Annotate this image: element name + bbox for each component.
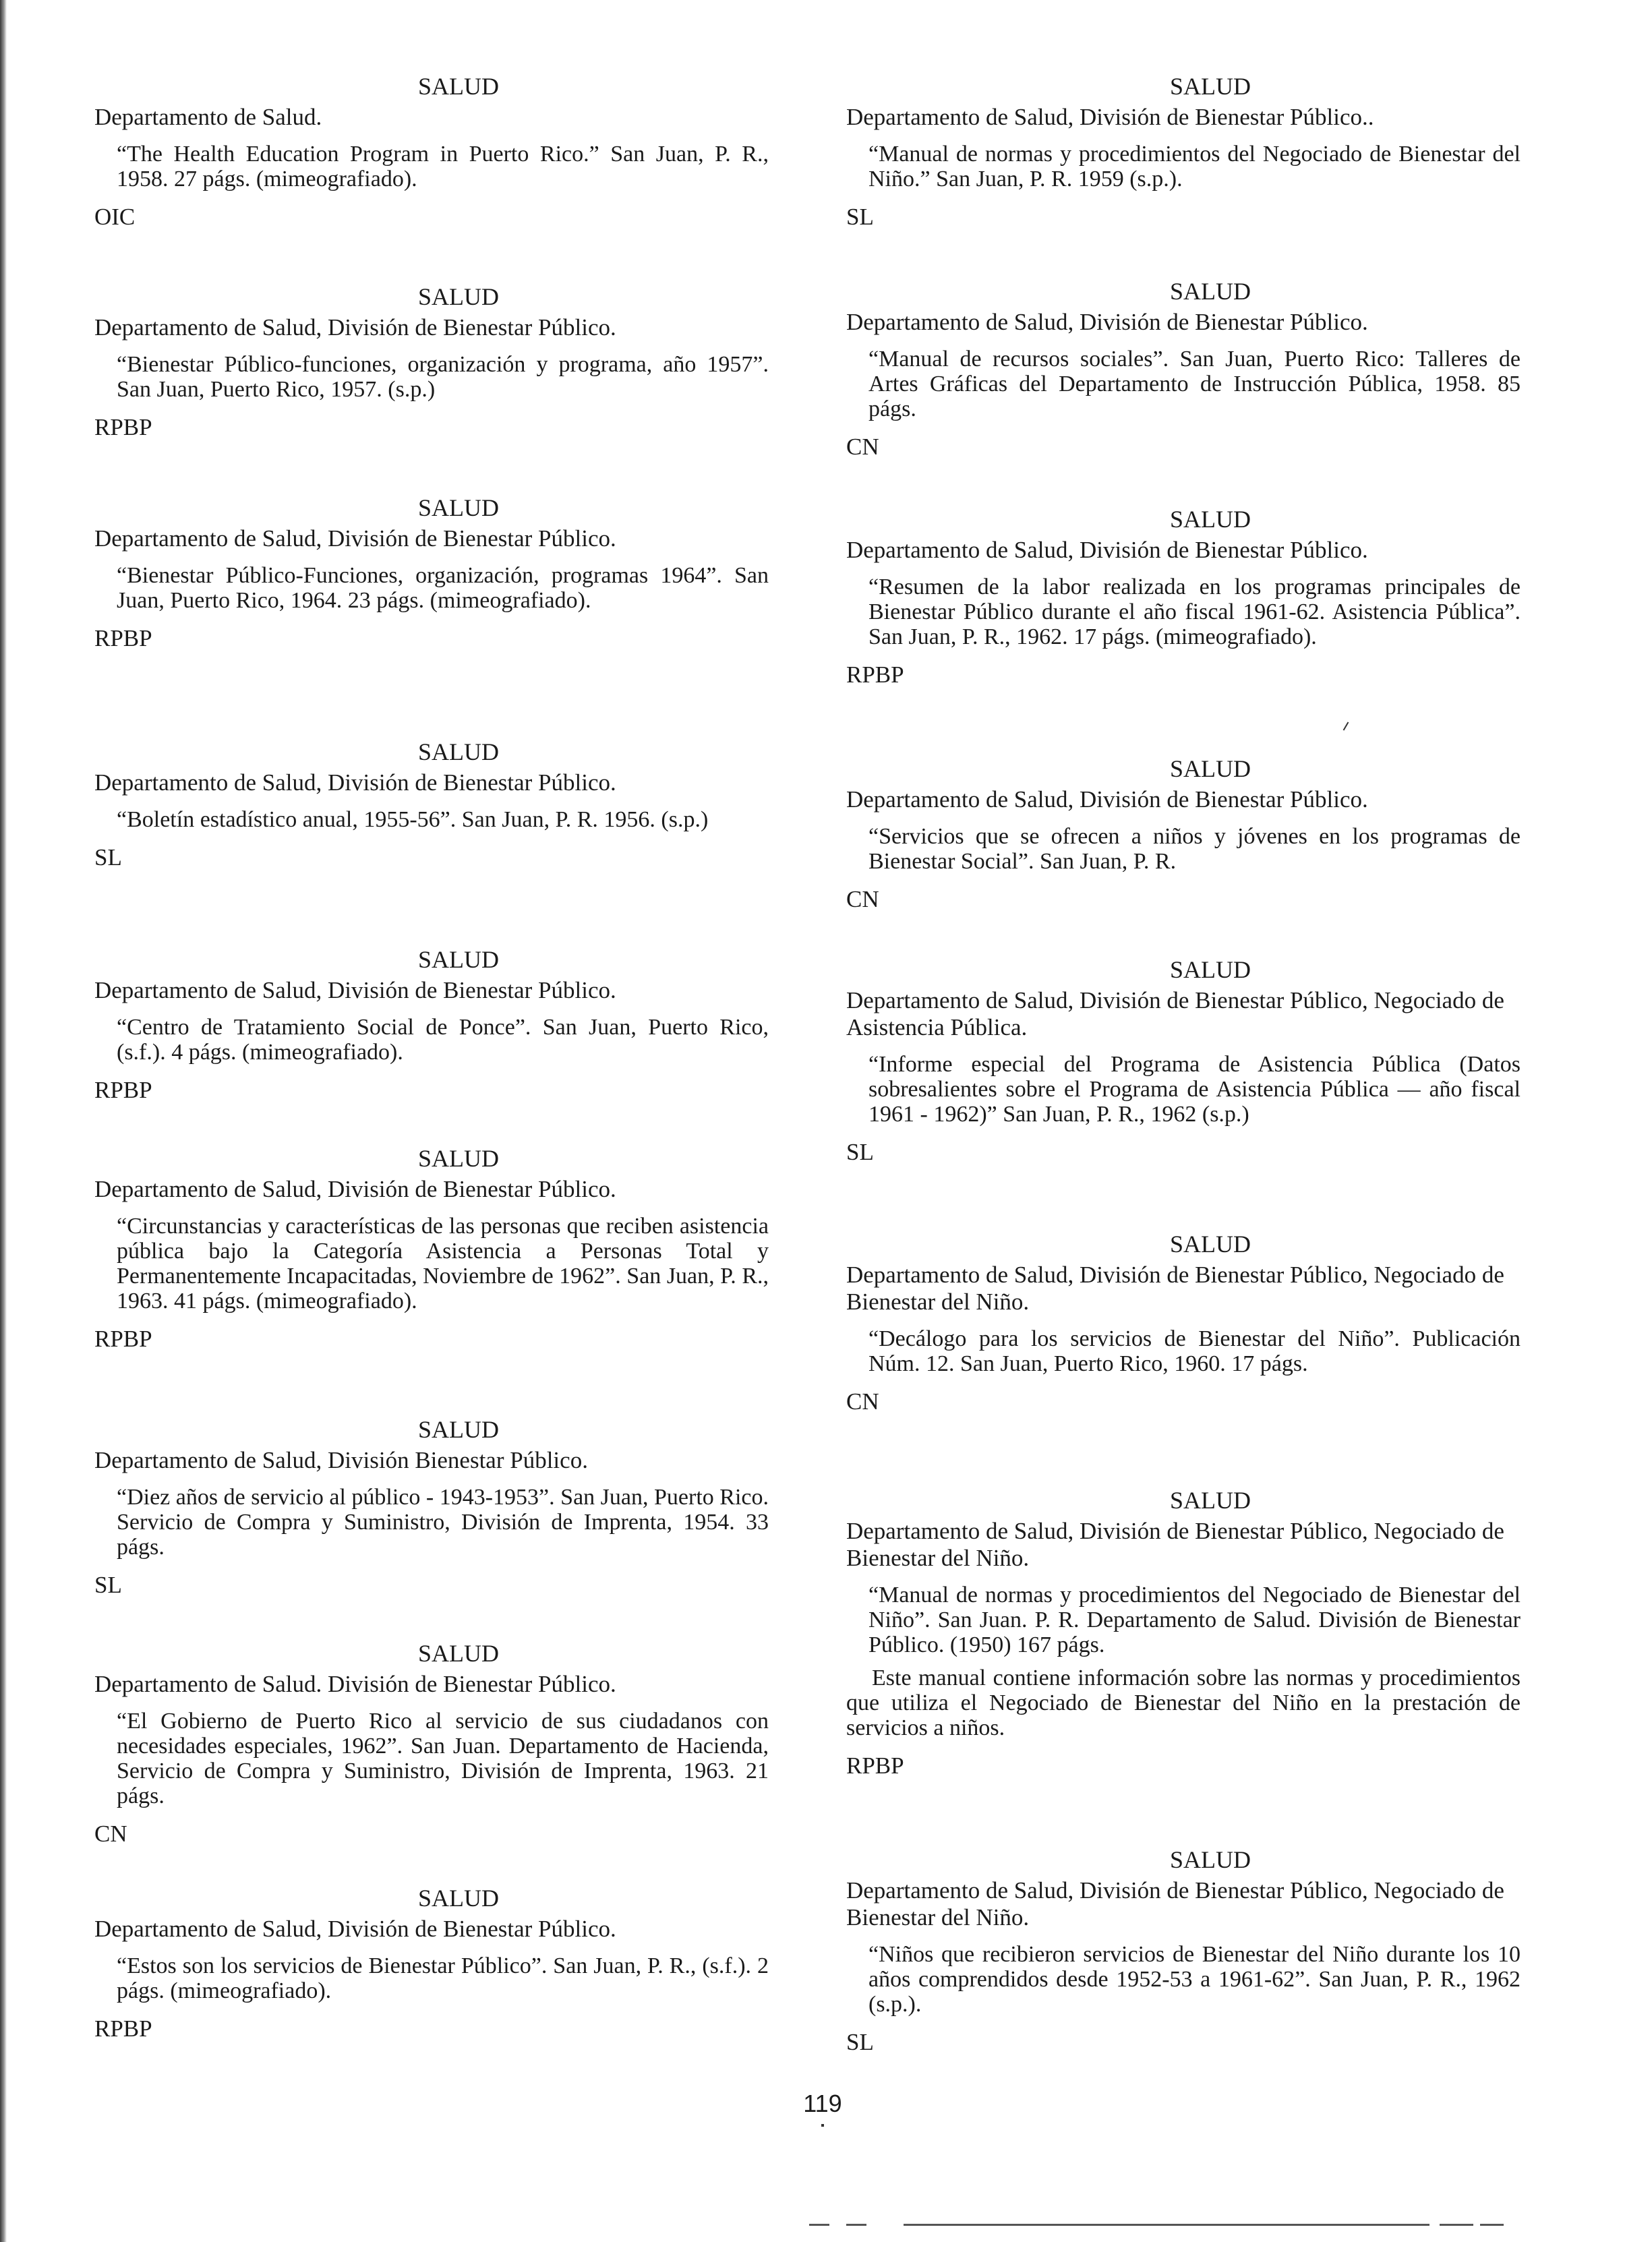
entry-citation: “Resumen de la labor realizada en los programas principales de Bienestar Público durante el año fiscal 1961-62. Asistencia Pública”. San Juan, P. R., 1962. 17 págs. (mimeografiado).: [868, 574, 1521, 649]
bibliography-entry: [94, 1640, 769, 1848]
scan-artifact-line: [904, 2224, 1429, 2226]
entry-citation: “Niños que recibieron servicios de Bienestar del Niño durante los 10 años comprendidos desde 1952-53 a 1961-62”. San Juan, P. R., 1962 (s.p.).: [868, 1942, 1521, 2017]
entry-location: RPBP: [94, 1077, 152, 1103]
entry-location: SL: [846, 1139, 874, 1165]
entry-location: RPBP: [94, 1326, 152, 1352]
stray-scan-dot: [821, 2124, 824, 2127]
entry-heading: SALUD: [417, 494, 499, 521]
bibliography-entry: [94, 283, 769, 441]
scan-artifact-line: [846, 2224, 866, 2226]
entry-location: RPBP: [94, 414, 152, 440]
bibliography-entry: [94, 738, 769, 871]
entry-location: RPBP: [94, 625, 152, 651]
entry-author: Departamento de Salud. División de Bienestar Público.: [94, 1671, 616, 1697]
scan-artifact-line: [809, 2224, 829, 2226]
entry-location: RPBP: [846, 661, 904, 688]
entry-author: Departamento de Salud, División de Bienestar Público.: [94, 314, 616, 341]
entry-location: SL: [94, 1572, 122, 1598]
entry-heading: SALUD: [1169, 278, 1251, 305]
entry-author: Departamento de Salud, División Bienestar Público.: [94, 1447, 588, 1473]
entry-heading: SALUD: [417, 1885, 499, 1912]
entry-heading: SALUD: [417, 73, 499, 100]
entry-heading: SALUD: [417, 283, 499, 310]
scanned-page-edge: [0, 0, 7, 2242]
entry-citation: “Manual de normas y procedimientos del Negociado de Bienestar del Niño”. San Juan. P. R. Departamento de Salud. División de Bienestar Público. (1950) 167 págs.: [868, 1583, 1521, 1657]
entry-location: CN: [846, 886, 879, 912]
entry-heading: SALUD: [1169, 506, 1251, 533]
bibliography-entry: [846, 506, 1521, 688]
entry-heading: SALUD: [417, 1416, 499, 1443]
bibliography-entry: [846, 278, 1521, 461]
bibliography-entry: [846, 73, 1521, 231]
entry-citation: “Decálogo para los servicios de Bienestar del Niño”. Publicación Núm. 12. San Juan, Puerto Rico, 1960. 17 págs.: [868, 1326, 1521, 1376]
entry-author: Departamento de Salud, División de Bienestar Público, Negociado de Bienestar del Niño.: [846, 1262, 1504, 1315]
bibliography-entry: [846, 1487, 1521, 1779]
entry-citation: “Diez años de servicio al público - 1943-1953”. San Juan, Puerto Rico. Servicio de Compra y Suministro, División de Imprenta, 1954. 33 págs.: [117, 1485, 769, 1560]
entry-heading: SALUD: [1169, 1231, 1251, 1258]
entry-author: Departamento de Salud, División de Bienestar Público, Negociado de Asistencia Pública.: [846, 987, 1504, 1040]
entry-location: OIC: [94, 204, 136, 230]
entry-citation: “The Health Education Program in Puerto Rico.” San Juan, P. R., 1958. 27 págs. (mimeografiado).: [117, 142, 769, 191]
entry-heading: SALUD: [1169, 1846, 1251, 1873]
entry-heading: SALUD: [417, 1640, 499, 1667]
bibliography-entry: [846, 1846, 1521, 2056]
entry-author: Departamento de Salud, División de Bienestar Público.: [94, 525, 616, 552]
entry-heading: SALUD: [417, 738, 499, 765]
entry-author: Departamento de Salud, División de Bienestar Público, Negociado de Bienestar del Niño.: [846, 1518, 1504, 1571]
entry-citation: “Bienestar Público-Funciones, organización, programas 1964”. San Juan, Puerto Rico, 1964. 23 págs. (mimeografiado).: [117, 563, 769, 613]
entry-author: Departamento de Salud, División de Bienestar Público..: [846, 104, 1374, 130]
scan-artifact-line: [1440, 2224, 1473, 2226]
entry-heading: SALUD: [1169, 1487, 1251, 1514]
bibliography-entry: [94, 1145, 769, 1353]
entry-location: CN: [846, 1388, 879, 1415]
bibliography-entry: [94, 1416, 769, 1599]
entry-citation: “Manual de normas y procedimientos del Negociado de Bienestar del Niño.” San Juan, P. R. 1959 (s.p.).: [868, 142, 1521, 191]
entry-citation: “Boletín estadístico anual, 1955-56”. San Juan, P. R. 1956. (s.p.): [117, 807, 709, 832]
right-column: [846, 0, 1521, 2077]
entry-citation: “Centro de Tratamiento Social de Ponce”. San Juan, Puerto Rico, (s.f.). 4 págs. (mimeografiado).: [117, 1015, 769, 1065]
entry-citation: “Servicios que se ofrecen a niños y jóvenes en los programas de Bienestar Social”. San Juan, P. R.: [868, 824, 1521, 874]
entry-author: Departamento de Salud, División de Bienestar Público.: [846, 309, 1368, 335]
entry-heading: SALUD: [417, 1145, 499, 1172]
entry-location: RPBP: [846, 1752, 904, 1779]
entry-annotation: Este manual contiene información sobre las normas y procedimientos que utiliza el Negociado de Bienestar del Niño en la prestación de servicios a niños.: [846, 1665, 1521, 1740]
bibliography-entry: [94, 1885, 769, 2042]
entry-citation: “Circunstancias y características de las personas que reciben asistencia pública bajo la Categoría Asistencia a Personas Total y Permanentemente Incapacitadas, Noviembre de 1962”. San Juan, P. R., 1963. 41 págs. (mimeografiado).: [117, 1214, 769, 1314]
entry-author: Departamento de Salud, División de Bienestar Público.: [94, 1916, 616, 1942]
entry-location: RPBP: [94, 2015, 152, 2042]
entry-heading: SALUD: [417, 946, 499, 973]
entry-heading: SALUD: [1169, 73, 1251, 100]
entry-citation: “El Gobierno de Puerto Rico al servicio de sus ciudadanos con necesidades especiales, 1962”. San Juan. Departamento de Hacienda, Servicio de Compra y Suministro, División de Imprenta, 1963. 21 págs.: [117, 1709, 769, 1808]
entry-location: CN: [846, 434, 879, 460]
bibliography-entry: [94, 946, 769, 1104]
entry-location: CN: [94, 1821, 127, 1847]
scan-artifact-line: [1480, 2224, 1504, 2226]
entry-location: SL: [94, 844, 122, 871]
entry-author: Departamento de Salud, División de Bienestar Público.: [94, 977, 616, 1003]
entry-author: Departamento de Salud.: [94, 104, 322, 130]
entry-author: Departamento de Salud, División de Bienestar Público, Negociado de Bienestar del Niño.: [846, 1877, 1504, 1930]
bibliography-entry: [846, 956, 1521, 1166]
entry-citation: “Manual de recursos sociales”. San Juan, Puerto Rico: Talleres de Artes Gráficas del Departamento de Instrucción Pública, 1958. 85 págs.: [868, 347, 1521, 421]
left-column: [94, 0, 769, 2077]
entry-citation: “Estos son los servicios de Bienestar Público”. San Juan, P. R., (s.f.). 2 págs. (mimeografiado).: [117, 1953, 769, 2003]
entry-heading: SALUD: [1169, 956, 1251, 983]
entry-heading: SALUD: [1169, 755, 1251, 782]
entry-citation: “Informe especial del Programa de Asistencia Pública (Datos sobresalientes sobre el Programa de Asistencia Pública — año fiscal 1961 - 1962)” San Juan, P. R., 1962 (s.p.): [868, 1052, 1521, 1127]
page-number: 119: [803, 2090, 842, 2117]
bibliography-entry: [94, 73, 769, 231]
entry-author: Departamento de Salud, División de Bienestar Público.: [94, 769, 616, 796]
entry-author: Departamento de Salud, División de Bienestar Público.: [846, 537, 1368, 563]
bibliography-entry: [846, 1231, 1521, 1415]
entry-author: Departamento de Salud, División de Bienestar Público.: [94, 1176, 616, 1202]
bibliography-entry: [846, 755, 1521, 913]
bibliography-entry: [94, 494, 769, 652]
entry-location: SL: [846, 204, 874, 230]
entry-location: SL: [846, 2029, 874, 2055]
entry-citation: “Bienestar Público-funciones, organización y programa, año 1957”. San Juan, Puerto Rico, 1957. (s.p.): [117, 352, 769, 402]
entry-author: Departamento de Salud, División de Bienestar Público.: [846, 786, 1368, 813]
